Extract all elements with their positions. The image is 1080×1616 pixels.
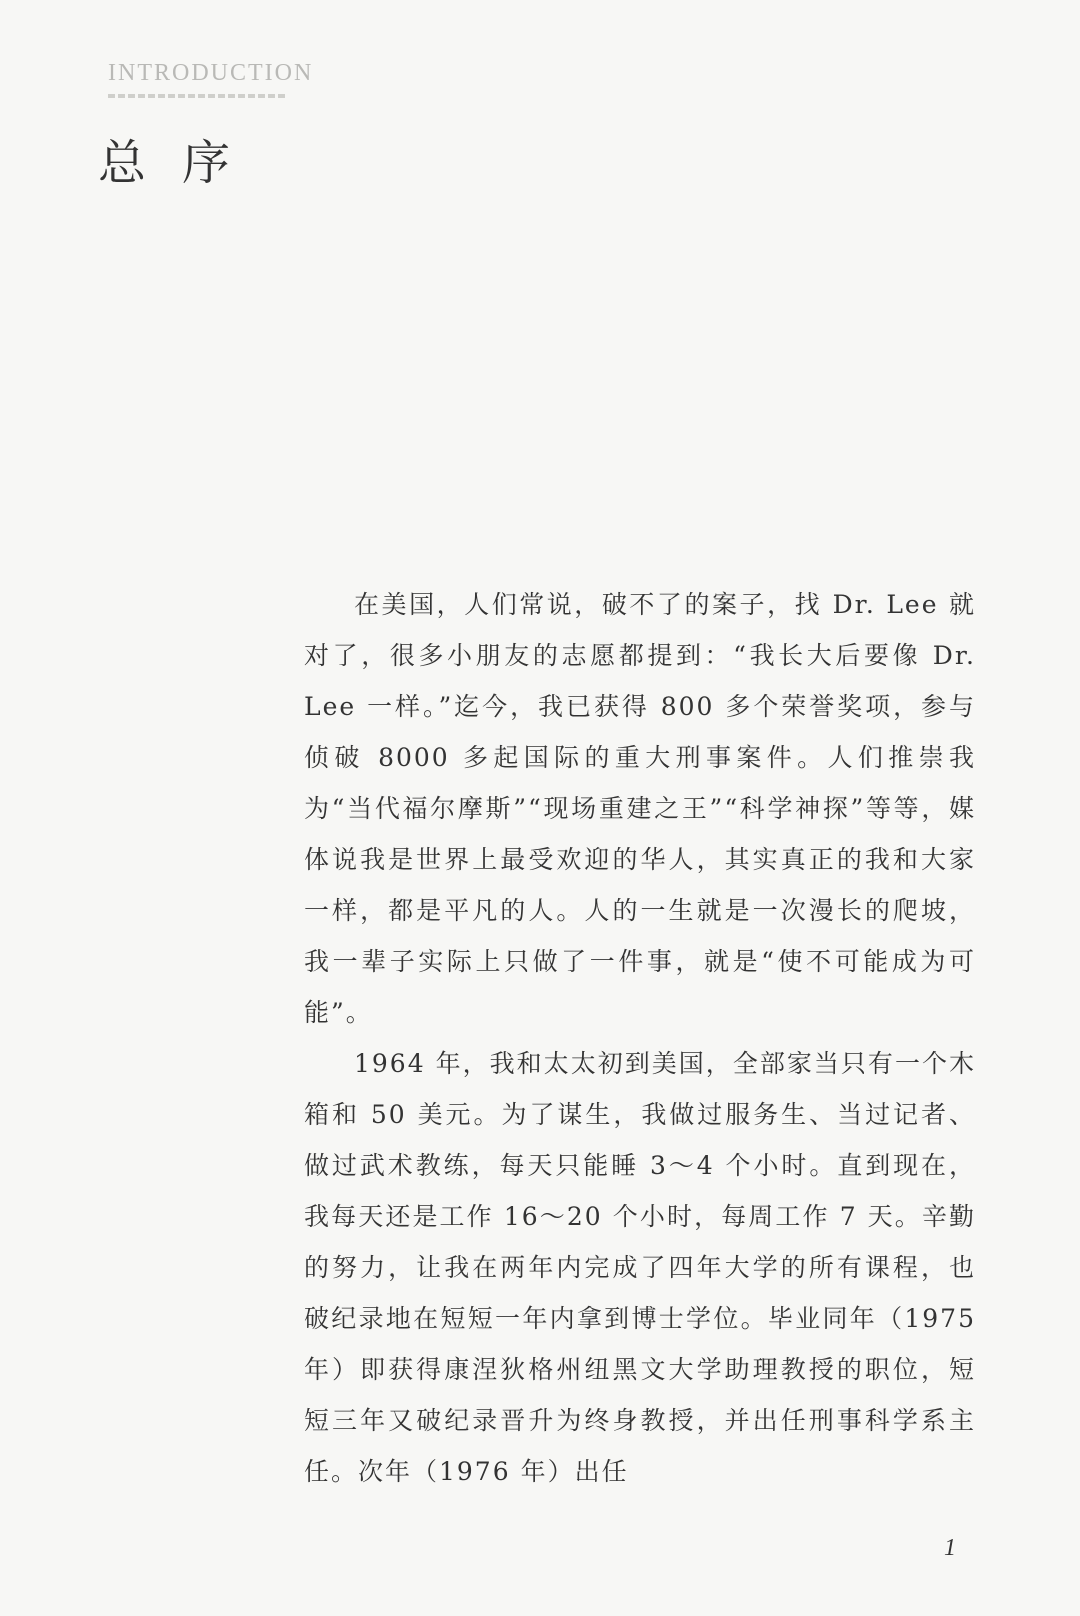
- english-header: INTRODUCTION: [108, 60, 314, 86]
- paragraph-1: 在美国，人们常说，破不了的案子，找 Dr. Lee 就对了，很多小朋友的志愿都提到：“我长大后要像 Dr. Lee 一样。”迄今，我已获得 800 多个荣誉奖项，参与侦破 8000 多起国际的重大刑事案件。人们推崇我为“当代福尔摩斯”“现场重建之王”“科学神探”等等，媒体说我是世界上最受欢迎的华人，其实真正的我和大家一样，都是平凡的人。人的一生就是一次漫长的爬坡，我一辈子实际上只做了一件事，就是“使不可能成为可能”。: [304, 590, 976, 1027]
- page-title: 总序: [98, 135, 267, 191]
- page-number: 1: [944, 1535, 956, 1561]
- header-decorative-rule: [108, 94, 286, 98]
- body-text: [304, 579, 976, 1497]
- paragraph-2: 1964 年，我和太太初到美国，全部家当只有一个木箱和 50 美元。为了谋生，我做过服务生、当过记者、做过武术教练，每天只能睡 3～4 个小时。直到现在，我每天还是工作 16～20 个小时，每周工作 7 天。辛勤的努力，让我在两年内完成了四年大学的所有课程，也破纪录地在短短一年内拿到博士学位。毕业同年（1975 年）即获得康涅狄格州纽黑文大学助理教授的职位，短短三年又破纪录晋升为终身教授，并出任刑事科学系主任。次年（1976 年）出任: [304, 1049, 976, 1486]
